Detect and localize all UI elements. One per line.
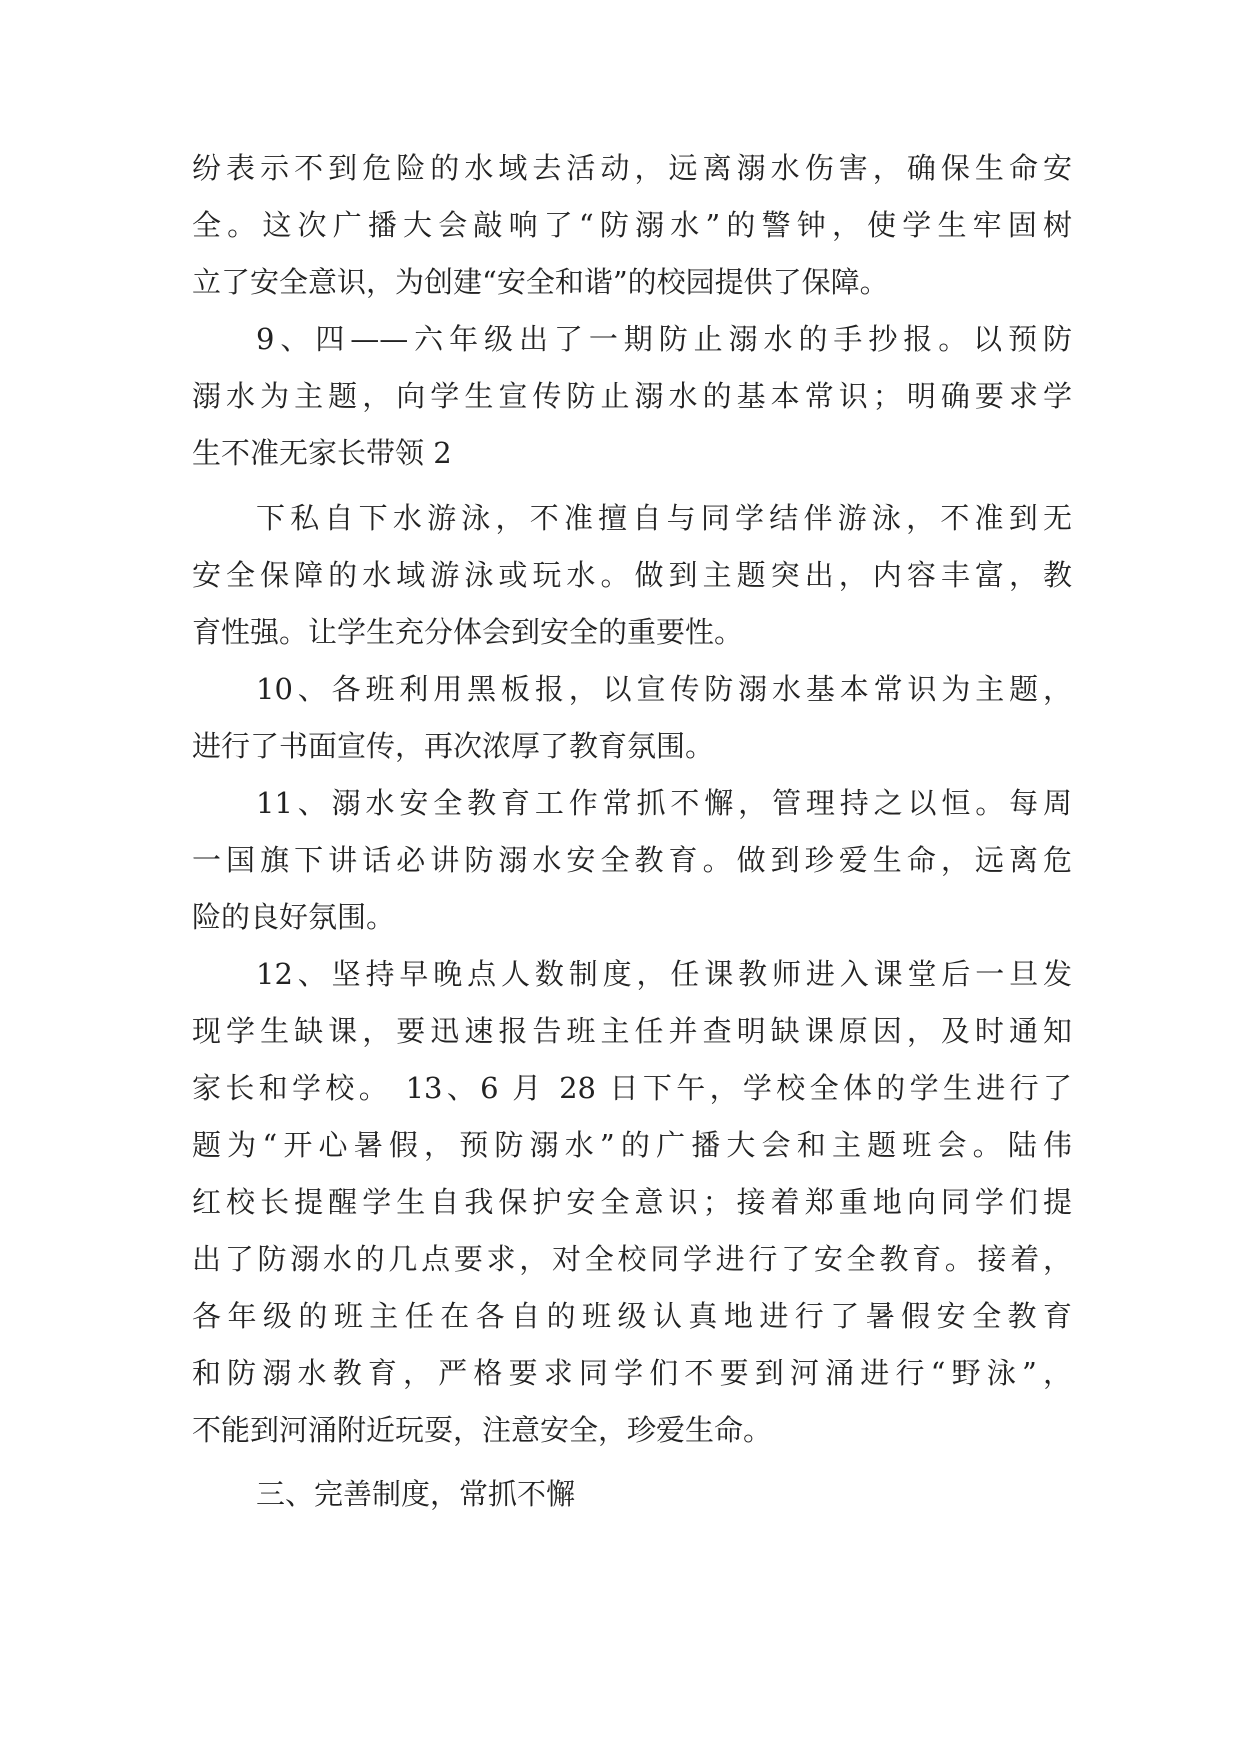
text-line: 育性强。让学生充分体会到安全的重要性。: [192, 615, 744, 649]
text-line: 题为“开心暑假，预防溺水”的广播大会和主题班会。陆伟: [192, 1128, 1072, 1162]
text-line: 出了防溺水的几点要求，对全校同学进行了安全教育。接着，: [192, 1242, 1072, 1276]
text-line: 下私自下水游泳，不准擅自与同学结伴游泳，不准到无: [256, 501, 1072, 535]
text-line: 11、溺水安全教育工作常抓不懈，管理持之以恒。每周: [256, 786, 1072, 820]
text-line: 不能到河涌附近玩耍，注意安全，珍爱生命。: [192, 1413, 773, 1447]
text-line: 立了安全意识，为创建“安全和谐”的校园提供了保障。: [192, 265, 889, 299]
text-line: 10、各班利用黑板报，以宣传防溺水基本常识为主题，: [256, 672, 1072, 706]
section-heading: 三、完善制度，常抓不懈: [256, 1477, 576, 1511]
text-line: 和防溺水教育，严格要求同学们不要到河涌进行“野泳”，: [192, 1356, 1072, 1390]
text-line: 各年级的班主任在各自的班级认真地进行了暑假安全教育: [192, 1299, 1072, 1333]
text-line: 安全保障的水域游泳或玩水。做到主题突出，内容丰富，教: [192, 558, 1072, 592]
text-line: 纷表示不到危险的水域去活动，远离溺水伤害，确保生命安: [192, 151, 1072, 185]
text-line: 现学生缺课，要迅速报告班主任并查明缺课原因，及时通知: [192, 1014, 1072, 1048]
text-line: 家长和学校。 13、6 月 28 日下午，学校全体的学生进行了: [192, 1071, 1072, 1105]
text-line: 生不准无家长带领 2: [192, 436, 452, 470]
text-line: 9、四——六年级出了一期防止溺水的手抄报。以预防: [256, 322, 1072, 356]
text-line: 溺水为主题，向学生宣传防止溺水的基本常识；明确要求学: [192, 379, 1072, 413]
text-line: 红校长提醒学生自我保护安全意识；接着郑重地向同学们提: [192, 1185, 1072, 1219]
text-line: 一国旗下讲话必讲防溺水安全教育。做到珍爱生命，远离危: [192, 843, 1072, 877]
text-line: 全。这次广播大会敲响了“防溺水”的警钟，使学生牢固树: [192, 208, 1072, 242]
text-line: 险的良好氛围。: [192, 900, 396, 934]
text-line: 进行了书面宣传，再次浓厚了教育氛围。: [192, 729, 715, 763]
text-line: 12、坚持早晚点人数制度，任课教师进入课堂后一旦发: [256, 957, 1072, 991]
